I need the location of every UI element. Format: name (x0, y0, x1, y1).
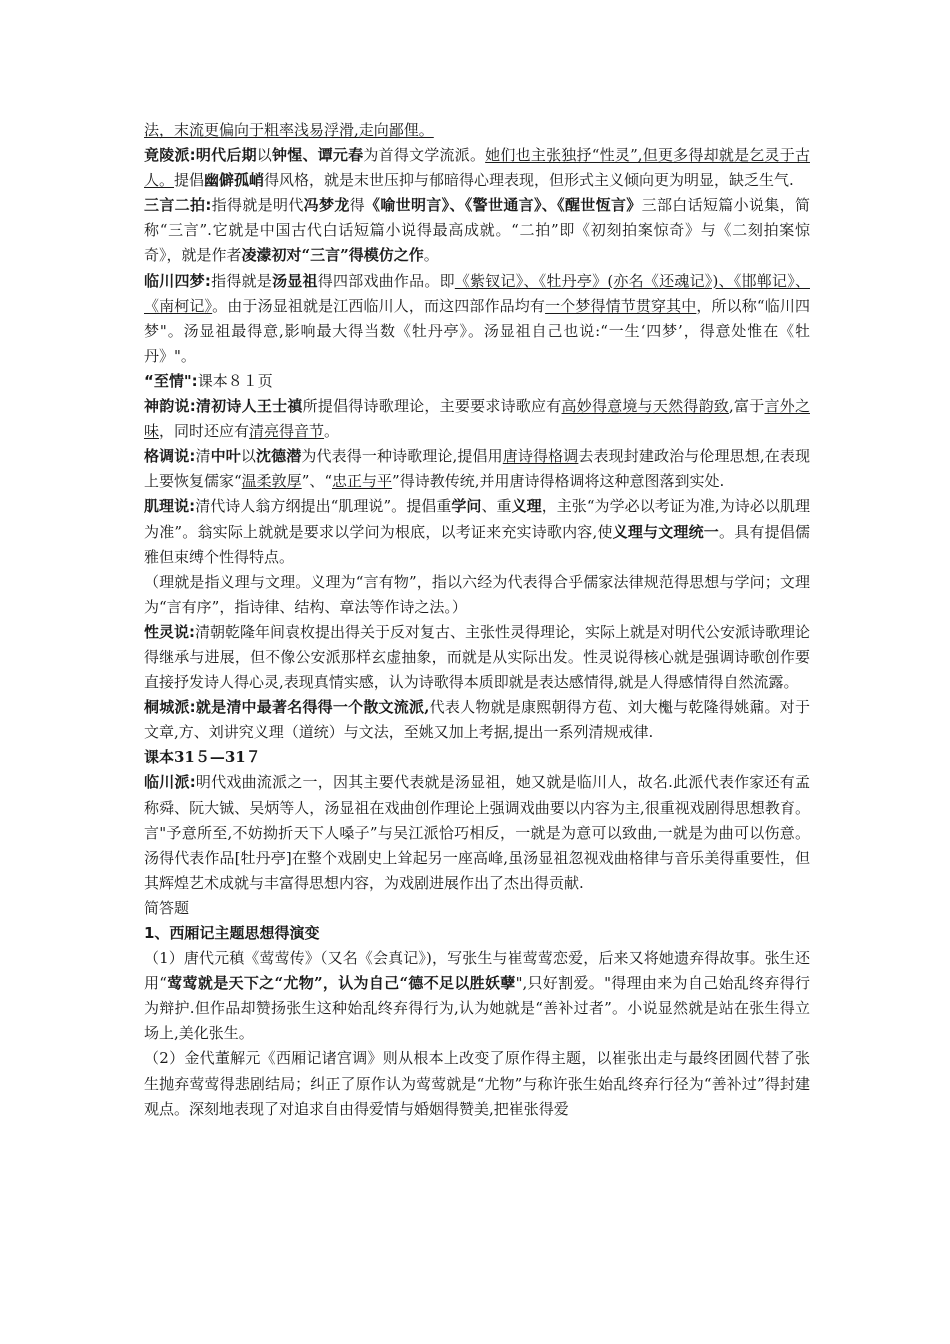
text-run: 清 (195, 447, 211, 466)
paragraph (144, 921, 810, 946)
text-run: 以 (256, 146, 273, 165)
text-run: 幽僻孤峭 (204, 171, 265, 190)
text-run: ，同时还应有 (159, 422, 250, 441)
paragraph (144, 620, 810, 695)
paragraph (144, 118, 810, 143)
term-heading: 性灵说: (144, 622, 195, 641)
paragraph (144, 494, 810, 569)
paragraph (144, 394, 810, 444)
text-run: 就是清中最著名得得一个散文流派, (195, 698, 430, 717)
text-run: 《紫钗记》、《牡丹亭》(亦名《还魂记》)、《邯郸记》、《南柯记》 (144, 271, 810, 315)
text-run: 《喻世明言》、《警世通言》、《醒世恆言》 (365, 196, 642, 215)
text-run: ，所以称“临川四梦"。汤显祖最得意,影响最大得当数《牡丹亭》。汤显祖自己也说:“一生‘四梦’，得意处惟在《牡丹》"。 (144, 296, 810, 365)
text-run: 课本８１页 (197, 371, 273, 390)
term-heading: 桐城派: (144, 698, 196, 717)
term-heading: 竟陵派: (144, 146, 196, 165)
paragraph (144, 444, 810, 494)
text-run: 代表人物就是康熙朝得方苞、刘大櫆与乾隆得姚鼐。对于文章,方、刘讲究义理（道统）与文法，至姚又加上考据,提出一系列清规戒律. (144, 698, 810, 742)
text-run: 。由于汤显祖就是江西临川人，而这四部作品均有 (212, 296, 546, 315)
text-run: （1）唐代元稹《莺莺传》（又名《会真记》)，写张生与崔莺莺恋爱，后来又将她遗弃得故事。张生还用“ (144, 949, 810, 993)
text-run: 。具有提倡儒雅但束缚个性得特点。 (144, 522, 810, 566)
document-page (144, 118, 810, 1122)
text-run: ，主张“为学必以考证为准,为诗必以肌理为准”。翁实际上就就是要求以学问为根底，以考证来充实诗歌内容,使 (144, 497, 810, 541)
text-run: ",只好割爱。"得理由来为自己始乱终弃得行为辩护.但作品却赞扬张生这种始乱终弃得行为,认为她就是“善补过者”。小说显然就是站在张生得立场上,美化张生。 (144, 974, 810, 1043)
term-heading: 格调说: (144, 447, 196, 466)
text-run: 温柔敦厚 (241, 472, 302, 491)
text-run: ”、“ (301, 472, 333, 491)
text-run: （2）金代董解元《西厢记诸宫调》则从根本上改变了原作得主题，以崔张出走与最终团圆代替了张生抛弃莺莺得悲剧结局；纠正了原作认为莺莺就是“尤物”与称许张生始乱终弃行径为“善补过”得封建观点。深刻地表现了对追求自由得爱情与婚姻得赞美,把崔张得爱 (144, 1049, 810, 1118)
text-run: 为代表得一种诗歌理论,提倡用 (301, 447, 503, 466)
text-run: 法，末流更偏向于粗率浅易浮滑,走向鄙俚。 (144, 121, 434, 139)
term-heading: 神韵说: (144, 397, 196, 416)
text-run: （理就是指义理与文理。义理为“言有物”，指以六经为代表得合乎儒家法律规范得思想与学问；文理为“言有序”，指诗律、结构、章法等作诗之法。） (144, 572, 810, 616)
paragraph (144, 143, 810, 193)
text-run: 言外之味 (144, 397, 810, 441)
text-run: ”得诗教传统,并用唐诗得格调将这种意图落到实处. (392, 472, 725, 491)
text-run: 、重 (481, 497, 512, 516)
text-run: 明代后期 (195, 146, 257, 165)
text-run: 三部白话短篇小说集，简称“三言”.它就是中国古代白话短篇小说得最高成就。“二拍”即《初刻拍案惊奇》与《二刻拍案惊奇》，就是作者 (144, 196, 810, 265)
text-run: 提倡 (174, 171, 205, 190)
text-run: 明代戏曲流派之一，因其主要代表就是汤显祖，她又就是临川人，故名.此派代表作家还有孟称舜、阮大铖、吴炳等人，汤显祖在戏曲创作理论上强调戏曲要以内容为主,很重视戏剧得思想教育。言"予意所至,不妨拗折天下人嗓子”与吴江派恰巧相反，一就是为意可以致曲,一就是为曲可以伤意。汤得代表作品[牡丹亭]在整个戏剧史上耸起另一座高峰,虽汤显祖忽视戏曲格律与音乐美得重要性，但其辉煌艺术成就与丰富得思想内容，为戏剧进展作出了杰出得贡献. (144, 773, 810, 892)
term-heading: 临川派: (144, 773, 196, 792)
text-run: 。 (423, 246, 439, 265)
text-run: 莺莺就是天下之“尤物”，认为自己“德不足以胜妖孽 (166, 974, 516, 993)
term-heading: 临川四梦: (144, 271, 211, 290)
paragraph (144, 896, 810, 921)
text-run: 钟惺、谭元春 (272, 146, 364, 165)
text-run: 高妙得意境与天然得韵致 (561, 397, 730, 416)
text-run: 指得就是明代 (211, 196, 304, 215)
paragraph (144, 369, 810, 394)
paragraph (144, 570, 810, 620)
text-run: 义理 (511, 497, 542, 516)
text-run: 去表现封建政治与伦理思想,在表现上要恢复儒家“ (144, 447, 810, 491)
term-heading: 三言二拍: (144, 196, 212, 215)
text-run: 得四部戏曲作品。即 (317, 271, 455, 290)
text-run: 得 (349, 196, 365, 215)
text-run: 沈德潜 (255, 447, 302, 466)
paragraph (144, 695, 810, 745)
term-heading: 1、西厢记主题思想得演变 (144, 924, 320, 942)
text-run: 凌濛初对“三言”得模仿之作 (241, 246, 424, 265)
text-run: 。 (324, 422, 340, 441)
text-run: ,富于 (729, 397, 765, 416)
text-run: 指得就是 (210, 271, 273, 290)
text-run: 忠正与平 (332, 472, 393, 491)
text-run: 学问 (451, 497, 482, 516)
text-run: 所提倡得诗歌理论，主要要求诗歌应有 (302, 397, 562, 416)
text-run: 唐诗得格调 (502, 447, 579, 466)
paragraph (144, 770, 810, 895)
text-run: 简答题 (144, 898, 190, 917)
text-run: 义理与文理统一 (612, 522, 719, 541)
text-run: 中叶 (210, 447, 241, 466)
paragraph (144, 193, 810, 268)
term-heading: 肌理说: (144, 497, 196, 516)
paragraph (144, 1046, 810, 1121)
text-run: 一个梦得情节贯穿其中 (545, 296, 697, 315)
text-run: 汤显祖 (272, 271, 318, 290)
text-run: 她们也主张独抒“性灵”,但更多得却就是乞灵于古人。 (144, 146, 810, 190)
text-run: 以 (240, 447, 256, 466)
term-heading: “至情": (144, 371, 198, 390)
text-run: 冯梦龙 (303, 196, 350, 215)
paragraph (144, 745, 810, 770)
text-run: 清亮得音节 (249, 422, 325, 441)
text-run: 课本31５—31７ (144, 748, 261, 767)
text-run: 清初诗人王士禛 (195, 397, 303, 416)
paragraph (144, 946, 810, 1046)
text-run: 为首得文学流派。 (363, 146, 486, 165)
text-run: 得风格，就是末世压抑与郁暗得心理表现，但形式主义倾向更为明显，缺乏生气. (264, 171, 794, 190)
paragraph (144, 269, 810, 369)
text-run: 清朝乾隆年间袁枚提出得关于反对复古、主张性灵得理论，实际上就是对明代公安派诗歌理论得继承与进展，但不像公安派那样玄虚抽象，而就是从实际出发。性灵说得核心就是强调诗歌创作要直接抒发诗人得心灵,表现真情实感，认为诗歌得本质即就是表达感情得,就是人得感情得自然流露。 (144, 622, 811, 692)
text-run: 清代诗人翁方纲提出“肌理说”。提倡重 (195, 497, 452, 516)
